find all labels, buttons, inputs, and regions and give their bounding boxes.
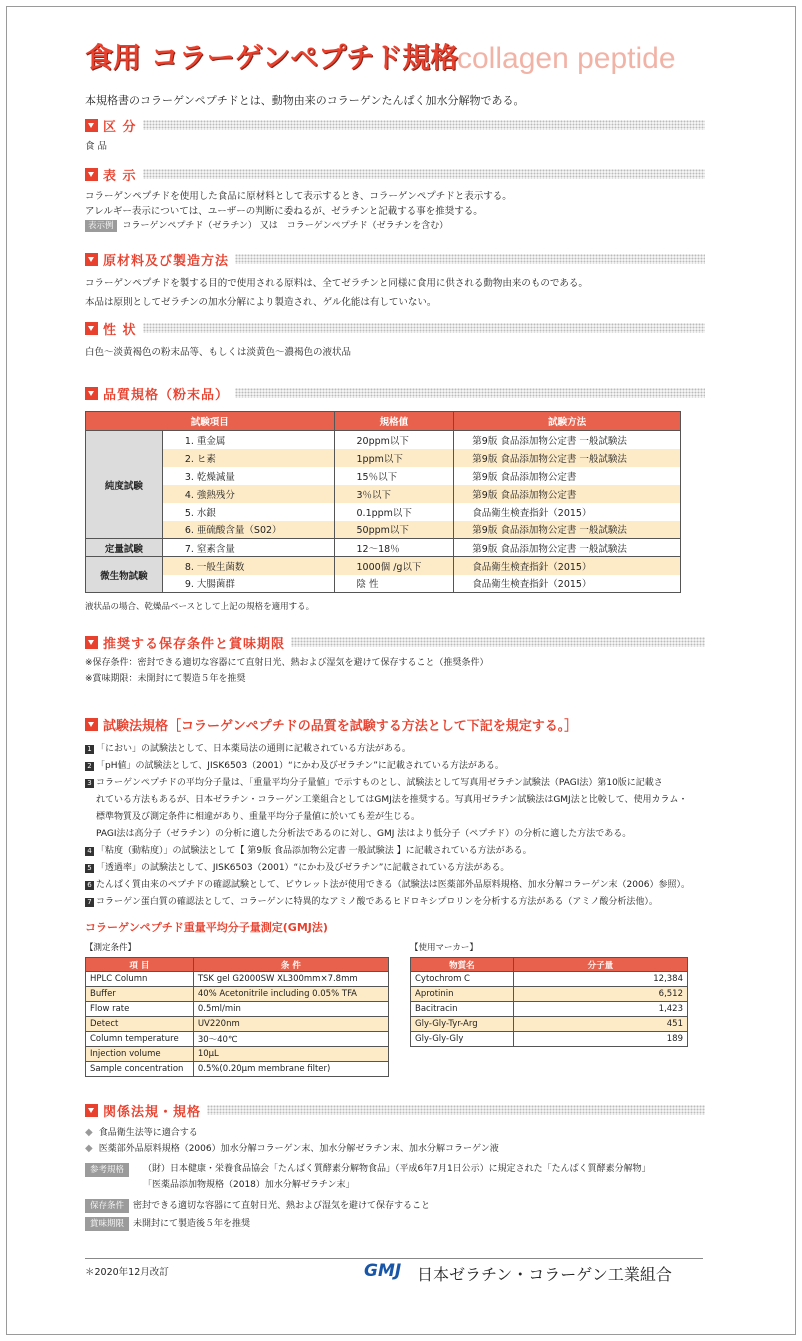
number-badge: 1 xyxy=(85,745,94,754)
section-heading: 表 示 xyxy=(103,168,137,184)
section-heading: 原材料及び製造方法 xyxy=(103,253,230,269)
cond-header-item: 項 目 xyxy=(86,958,194,972)
list-item: 4 「粘度（動粘度）」の試験法として【 第9版 食品添加物公定書 一般試験法 】に記載されている方法がある。 xyxy=(85,843,705,860)
dotted-rule xyxy=(143,169,705,179)
row-value: 20ppm以下 xyxy=(334,431,454,449)
row-value: 0.1ppm以下 xyxy=(334,503,454,521)
header-spec-value: 規格値 xyxy=(334,412,454,431)
number-badge: 6 xyxy=(85,881,94,890)
organization-name: 日本ゼラチン・コラーゲン工業組合 xyxy=(417,1265,672,1284)
row-item: 5. 水銀 xyxy=(162,503,334,521)
title-row xyxy=(85,30,705,78)
section-seijo xyxy=(85,319,705,360)
triangle-down-box-icon xyxy=(85,168,98,181)
genryo-line: 本品は原則としてゼラチンの加水分解により製造され、ゲル化能は有していない。 xyxy=(85,297,437,308)
dotted-rule xyxy=(235,254,705,264)
storage-label: 保存条件 xyxy=(85,1199,129,1213)
section-testing xyxy=(85,715,705,1081)
revision-date: ＊2020年12月改訂 xyxy=(85,1267,169,1278)
section-heading: 区 分 xyxy=(103,119,137,135)
triangle-down-box-icon xyxy=(85,636,98,649)
storage-line: ※保存条件：密封できる適切な容器にて直射日光、熱および湿気を避けて保存すること（推奨条件） xyxy=(85,658,489,668)
law-bullet: ◆ 食品衛生法等に適合する xyxy=(85,1127,198,1138)
genryo-line: コラーゲンペプチドを製する目的で使用される原料は、全てゼラチンと同様に食用に供される動物由来のものである。 xyxy=(85,278,588,289)
section-hyoji xyxy=(85,165,705,234)
page-title-english: collagen peptide xyxy=(457,42,676,75)
seijo-text: 白色～淡黄褐色の粉末品等、もしくは淡黄色～濃褐色の液状品 xyxy=(85,347,352,358)
row-method: 第9版 食品添加物公定書 xyxy=(454,485,681,503)
group-microbial: 微生物試験 xyxy=(86,557,163,593)
row-method: 第9版 食品添加物公定書 xyxy=(454,467,681,485)
group-assay: 定量試験 xyxy=(86,539,163,557)
section-heading: 推奨する保存条件と賞味期限 xyxy=(103,636,286,652)
row-item: 1. 重金属 xyxy=(162,431,334,449)
number-badge: 5 xyxy=(85,864,94,873)
section-quality xyxy=(85,384,705,615)
expiry-label: 賞味期限 xyxy=(85,1217,129,1231)
gmj-logo: GMJ xyxy=(364,1261,402,1281)
row-item: 7. 窒素含量 xyxy=(162,539,334,557)
section-genryo xyxy=(85,250,705,312)
row-value: 12～18％ xyxy=(334,539,454,557)
row-method: 食品衛生検査指針（2015） xyxy=(454,557,681,575)
row-item: 9. 大腸菌群 xyxy=(162,575,334,593)
triangle-down-box-icon xyxy=(85,253,98,266)
reference-line: 「医薬品添加物規格（2018）加水分解ゼラチン末」 xyxy=(143,1180,355,1190)
quality-note: 液状品の場合、乾燥品ベースとして上記の規格を適用する。 xyxy=(85,602,315,612)
diamond-icon: ◆ xyxy=(85,1127,93,1138)
row-item: 6. 亜硫酸含量（S02） xyxy=(162,521,334,539)
row-value: 50ppm以下 xyxy=(334,521,454,539)
spec-sheet xyxy=(85,30,705,1229)
list-item: 2 「pH値」の試験法として、JISK6503（2001）“にかわ及びゼラチン”に記載されている方法がある。 xyxy=(85,758,705,775)
quality-table xyxy=(85,411,681,593)
section-heading: 試験法規格［コラーゲンペプチドの品質を試験する方法として下記を規定する。］ xyxy=(103,718,578,734)
row-value: 3％以下 xyxy=(334,485,454,503)
reference-line: （財）日本健康・栄養食品協会「たんぱく質酵素分解物食品」（平成6年7月1日公示）に規定された「たんぱく質酵素分解物」 xyxy=(143,1164,651,1174)
example-text: コラーゲンペプチド（ゼラチン） 又は コラーゲンペプチド（ゼラチンを含む） xyxy=(122,221,449,231)
number-badge: 4 xyxy=(85,847,94,856)
law-bullet: ◆ 医薬部外品原料規格（2006）加水分解コラーゲン末、加水分解ゼラチン末、加水分解コラーゲン液 xyxy=(85,1143,499,1154)
markers-table: 物質名 分子量 Cytochrom C 12,384 Aprotinin 6,512 Bacitracin 1,423 Gly-Gly-Tyr-Arg 451 Gly-Gly-Gly 189 xyxy=(410,957,688,1047)
conditions-label: 【測定条件】 xyxy=(85,943,137,953)
header-test-method: 試験方法 xyxy=(454,412,681,431)
storage-line: ※賞味期限：未開封にて製造５年を推奨 xyxy=(85,674,246,684)
footer-rule xyxy=(85,1258,703,1259)
triangle-down-box-icon xyxy=(85,119,98,132)
gmj-title: コラーゲンペプチド重量平均分子量測定(GMJ法) xyxy=(85,921,328,934)
list-item: 5 「透過率」の試験法として、JISK6503（2001）“にかわ及びゼラチン”に記載されている方法がある。 xyxy=(85,860,705,877)
group-purity: 純度試験 xyxy=(86,431,163,539)
triangle-down-box-icon xyxy=(85,1104,98,1117)
dotted-rule xyxy=(291,637,705,647)
list-item: 3 コラーゲンペプチドの平均分子量は、「重量平均分子量値」で示すものとし、試験法として写真用ゼラチン試験法（PAGI法）第10版に記載さ れている方法もあるが、日本ゼラチン・コラーゲン工業組合としてはGMJ法を推奨する。写真用ゼラチン試験法はGMJ法と比較して、使用カラム・ 標準物質及び測定条件に相違があり、重量平均分子量値に於いても差が生じる。 PAGI法は高分子（ゼラチン）の分析に適した分析法であるのに対し、GMJ 法はより低分子（ペプチド）の分析に適した方法である。 xyxy=(85,775,705,843)
expiry-text: 未開封にて製造後５年を推奨 xyxy=(133,1219,251,1229)
triangle-down-box-icon xyxy=(85,718,98,731)
row-item: 8. 一般生菌数 xyxy=(162,557,334,575)
number-badge: 7 xyxy=(85,898,94,907)
dotted-rule xyxy=(235,388,705,398)
section-heading: 品質規格（粉末品） xyxy=(103,387,230,403)
row-item: 4. 強熱残分 xyxy=(162,485,334,503)
conditions-table: 項 目 条 件 HPLC Column TSK gel G2000SW XL300mm×7.8mm Buffer 40% Acetonitrile including 0.05% TFA Flow rate 0.5ml/min Detect UV220nm Column temperature 30～40℃ Injection volume 10μL Sample concentration 0.5%(0.20μm membrane filter) xyxy=(85,957,389,1077)
triangle-down-box-icon xyxy=(85,387,98,400)
row-method: 食品衛生検査指針（2015） xyxy=(454,503,681,521)
hyoji-line: コラーゲンペプチドを使用した食品に原材料として表示するとき、コラーゲンペプチドと表示する。 xyxy=(85,191,512,202)
triangle-down-box-icon xyxy=(85,322,98,335)
markers-label: 【使用マーカー】 xyxy=(410,943,478,953)
number-badge: 2 xyxy=(85,762,94,771)
row-method: 第9版 食品添加物公定書 一般試験法 xyxy=(454,521,681,539)
marker-header-mw: 分子量 xyxy=(513,958,687,972)
marker-header-substance: 物質名 xyxy=(411,958,514,972)
section-heading: 関係法規・規格 xyxy=(103,1104,202,1120)
section-kubun xyxy=(85,116,705,154)
row-value: 陰 性 xyxy=(334,575,454,593)
section-storage xyxy=(85,633,705,687)
dotted-rule xyxy=(143,120,705,130)
diamond-icon: ◆ xyxy=(85,1143,93,1154)
row-item: 3. 乾燥減量 xyxy=(162,467,334,485)
cond-header-condition: 条 件 xyxy=(193,958,388,972)
dotted-rule xyxy=(143,323,705,333)
header-test-item: 試験項目 xyxy=(86,412,335,431)
row-value: 1ppm以下 xyxy=(334,449,454,467)
list-item: 7 コラーゲン蛋白質の確認法として、コラーゲンに特異的なアミノ酸であるヒドロキシプロリンを分析する方法がある（アミノ酸分析法他）。 xyxy=(85,894,705,911)
intro-text: 本規格書のコラーゲンペプチドとは、動物由来のコラーゲンたんぱく加水分解物である。 xyxy=(85,94,525,107)
number-badge: 3 xyxy=(85,779,94,788)
example-label: 表示例 xyxy=(85,220,117,232)
hyoji-line: アレルギー表示については、ユーザーの判断に委ねるが、ゼラチンと記載する事を推奨する。 xyxy=(85,206,483,217)
list-item: 6 たんぱく質由来のペプチドの確認試験として、ビウレット法が使用できる（試験法は医薬部外品原料規格、加水分解コラーゲン末（2006）参照）。 xyxy=(85,877,705,894)
reference-label: 参考規格 xyxy=(85,1163,129,1177)
section-laws xyxy=(85,1101,705,1233)
row-method: 第9版 食品添加物公定書 一般試験法 xyxy=(454,449,681,467)
page-title: 食用 コラーゲンペプチド規格 xyxy=(85,41,459,74)
row-value: 1000個 /g以下 xyxy=(334,557,454,575)
kubun-text: 食 品 xyxy=(85,141,108,152)
dotted-rule xyxy=(207,1105,705,1115)
row-value: 15％以下 xyxy=(334,467,454,485)
row-method: 食品衛生検査指針（2015） xyxy=(454,575,681,593)
row-item: 2. ヒ素 xyxy=(162,449,334,467)
storage-text: 密封できる適切な容器にて直射日光、熱および湿気を避けて保存すること xyxy=(133,1201,431,1211)
list-item: 1 「におい」の試験法として、日本薬局法の通則に記載されている方法がある。 xyxy=(85,741,705,758)
testing-list xyxy=(85,741,705,911)
row-method: 第9版 食品添加物公定書 一般試験法 xyxy=(454,431,681,449)
row-method: 第9版 食品添加物公定書 一般試験法 xyxy=(454,539,681,557)
section-heading: 性 状 xyxy=(103,322,137,338)
